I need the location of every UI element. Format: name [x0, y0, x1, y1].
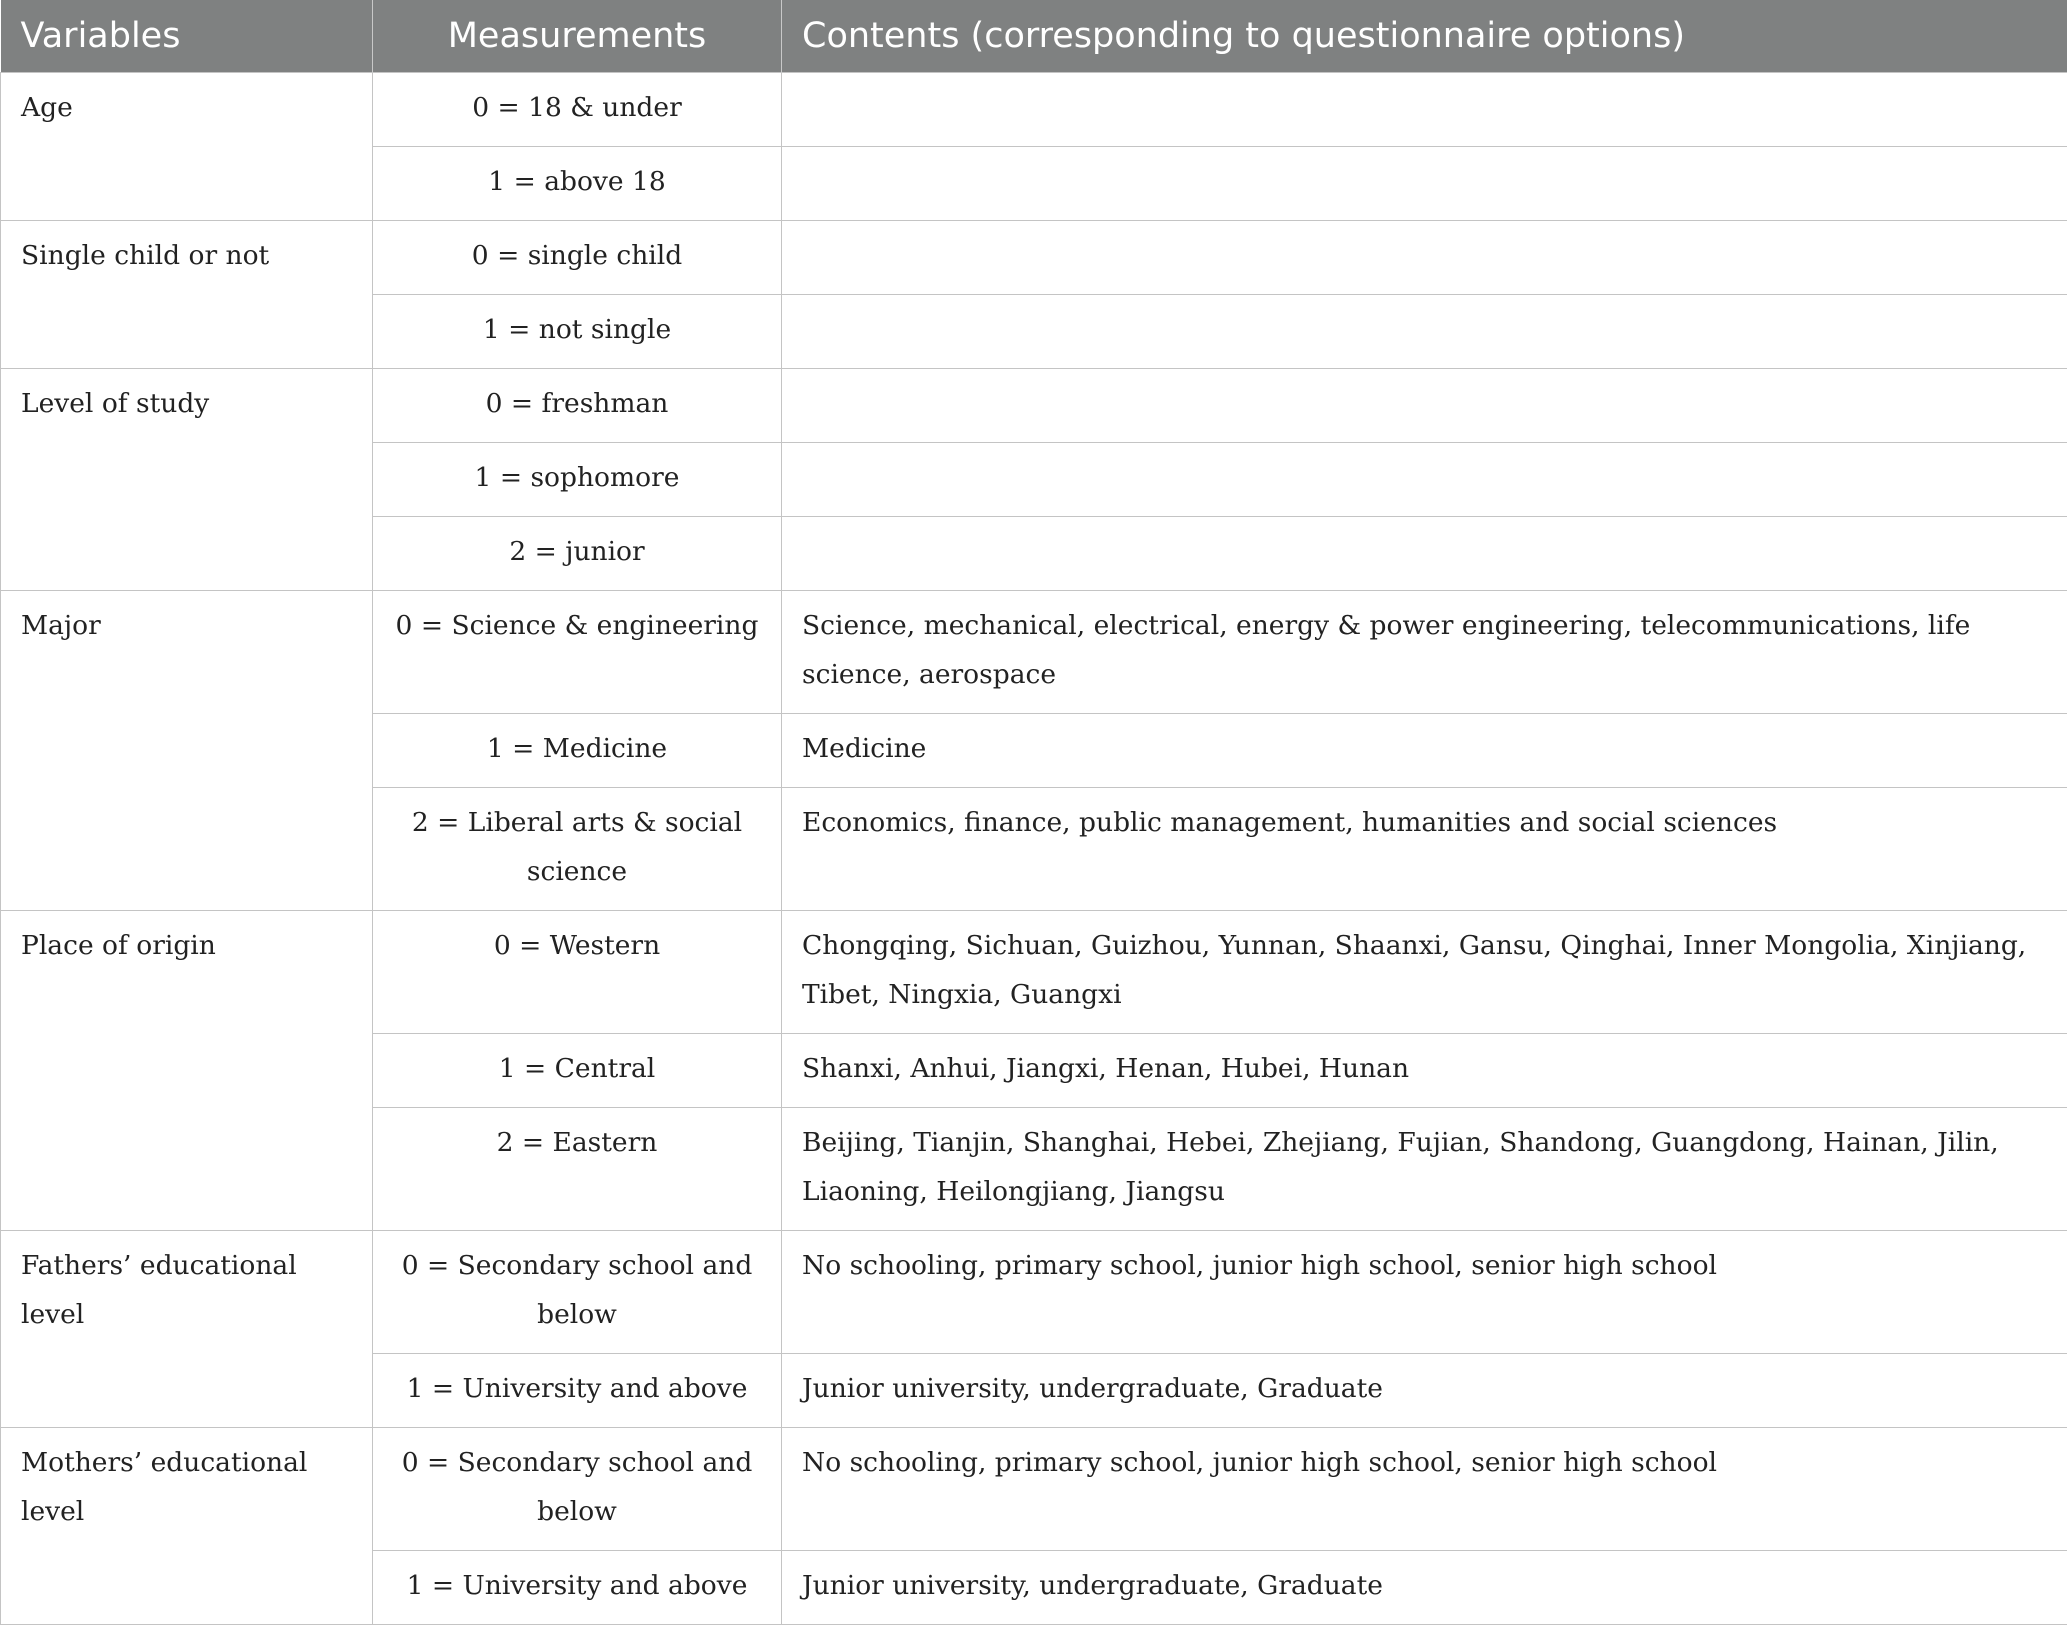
- variable-cell: Place of origin: [1, 911, 373, 1231]
- header-row: [1, 0, 2067, 73]
- table-row: [1, 221, 2067, 295]
- table-row: [1, 73, 2067, 147]
- measurement-cell: 1 = not single: [373, 295, 782, 369]
- measurement-cell: 2 = junior: [373, 517, 782, 591]
- table-row: [1, 369, 2067, 443]
- header-variables: Variables: [1, 0, 373, 73]
- measurement-cell: 0 = Western: [373, 911, 782, 1034]
- variable-cell: Single child or not: [1, 221, 373, 369]
- content-cell: [782, 73, 2067, 147]
- content-cell: Science, mechanical, electrical, energy & power engineering, telecommunications, life science, aerospace: [782, 591, 2067, 714]
- measurement-cell: 0 = single child: [373, 221, 782, 295]
- measurement-cell: 1 = University and above: [373, 1354, 782, 1428]
- header-contents: Contents (corresponding to questionnaire options): [782, 0, 2067, 73]
- variable-cell: Fathers’ educational level: [1, 1231, 373, 1428]
- content-cell: Chongqing, Sichuan, Guizhou, Yunnan, Shaanxi, Gansu, Qinghai, Inner Mongolia, Xinjiang, Tibet, Ningxia, Guangxi: [782, 911, 2067, 1034]
- table-row: [1, 911, 2067, 1034]
- content-cell: Medicine: [782, 714, 2067, 788]
- header-measurements: Measurements: [373, 0, 782, 73]
- table-body: [1, 73, 2067, 1625]
- content-cell: [782, 221, 2067, 295]
- measurement-cell: 1 = above 18: [373, 147, 782, 221]
- variable-cell: Level of study: [1, 369, 373, 591]
- content-cell: [782, 443, 2067, 517]
- content-cell: No schooling, primary school, junior high school, senior high school: [782, 1231, 2067, 1354]
- variable-cell: Mothers’ educational level: [1, 1428, 373, 1625]
- measurement-cell: 0 = Secondary school and below: [373, 1231, 782, 1354]
- content-cell: [782, 295, 2067, 369]
- content-cell: No schooling, primary school, junior high school, senior high school: [782, 1428, 2067, 1551]
- table-row: [1, 591, 2067, 714]
- table-row: [1, 1231, 2067, 1354]
- content-cell: Junior university, undergraduate, Graduate: [782, 1551, 2067, 1625]
- measurement-cell: 0 = Science & engineering: [373, 591, 782, 714]
- table-row: [1, 1428, 2067, 1551]
- variable-cell: Age: [1, 73, 373, 221]
- measurement-cell: 0 = 18 & under: [373, 73, 782, 147]
- content-cell: [782, 369, 2067, 443]
- content-cell: [782, 147, 2067, 221]
- measurement-cell: 1 = sophomore: [373, 443, 782, 517]
- content-cell: Beijing, Tianjin, Shanghai, Hebei, Zhejiang, Fujian, Shandong, Guangdong, Hainan, Jilin, Liaoning, Heilongjiang, Jiangsu: [782, 1108, 2067, 1231]
- measurement-cell: 1 = University and above: [373, 1551, 782, 1625]
- measurement-cell: 1 = Central: [373, 1034, 782, 1108]
- content-cell: Junior university, undergraduate, Graduate: [782, 1354, 2067, 1428]
- variable-cell: Major: [1, 591, 373, 911]
- measurement-cell: 2 = Eastern: [373, 1108, 782, 1231]
- measurement-cell: 0 = Secondary school and below: [373, 1428, 782, 1551]
- content-cell: Economics, finance, public management, humanities and social sciences: [782, 788, 2067, 911]
- measurement-cell: 0 = freshman: [373, 369, 782, 443]
- content-cell: Shanxi, Anhui, Jiangxi, Henan, Hubei, Hunan: [782, 1034, 2067, 1108]
- measurement-cell: 1 = Medicine: [373, 714, 782, 788]
- measurement-cell: 2 = Liberal arts & social science: [373, 788, 782, 911]
- content-cell: [782, 517, 2067, 591]
